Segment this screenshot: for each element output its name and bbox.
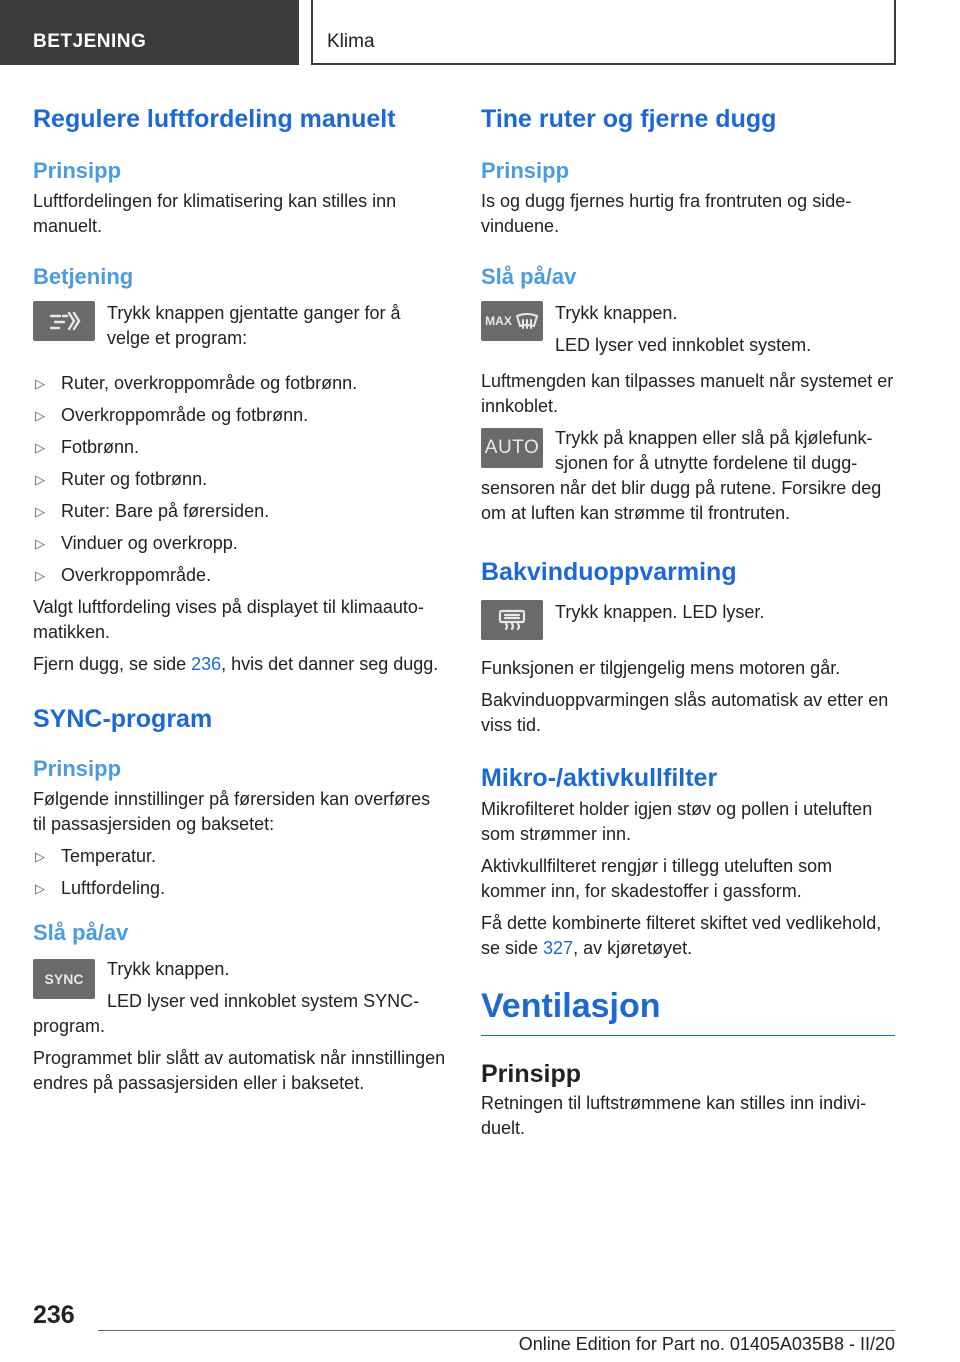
page-link-236[interactable]: 236 (191, 654, 222, 674)
left-column (33, 103, 447, 1096)
list-item: ▷ Fotbrønn. (33, 435, 447, 460)
right-column (481, 103, 895, 1141)
sync-led-text: LED lyser ved innkoblet system SYNC-program. (33, 991, 420, 1036)
paragraph-microfilter: Mikrofilteret holder igjen støv og pollen i uteluften som strømmer inn. (481, 799, 873, 844)
rear-press-text: Trykk knappen. LED lyser. (555, 602, 765, 622)
header-chapter-tab (311, 0, 896, 65)
header-section-tab (0, 0, 299, 65)
paragraph-filter-service (481, 911, 895, 961)
heading-sync-program: SYNC-program (33, 705, 213, 733)
ventilation-heading-block (481, 985, 895, 1036)
heading-filter: Mikro-/aktivkullfilter (481, 764, 718, 792)
paragraph-sync-auto-off: Programmet blir slått av automatisk når innstillingen endres på passasjersiden eller i baksetet. (33, 1048, 446, 1093)
paragraph-sync-principle: Følgende innstillinger på førersiden kan overføres til passasjersiden og baksetet: (33, 789, 431, 834)
page-link-327[interactable]: 327 (543, 938, 574, 958)
page-number: 236 (33, 1301, 75, 1329)
sync-button-icon: SYNC (33, 959, 95, 999)
operation-row (33, 301, 447, 351)
paragraph-defrost-principle: Is og dugg fjernes hurtig fra frontruten og sidevinduene. (481, 191, 852, 236)
list-item: ▷ Ruter: Bare på førersiden. (33, 499, 447, 524)
paragraph-display: Valgt luftfordeling vises på displayet til klimaautomatikken. (33, 597, 424, 642)
heading-rear-window-heating: Bakvinduoppvarming (481, 558, 737, 586)
paragraph-air-amount: Luftmengden kan tilpasses manuelt når systemet er innkoblet. (481, 371, 894, 416)
list-item: ▷ Overkroppområde og fotbrønn. (33, 403, 447, 428)
operation-instruction: Trykk knappen gjentatte ganger for å velge et program: (107, 303, 401, 348)
sync-items-list (33, 844, 447, 901)
heading-principle-ventilation: Prinsipp (481, 1060, 582, 1088)
max-press-text: Trykk knappen. (555, 303, 678, 323)
air-distribution-button-icon (33, 301, 95, 341)
filter-reference-text: Få dette kombinerte filteret skiftet ved vedlikehold, se side (481, 913, 882, 958)
heading-on-off: Slå på/av (33, 920, 129, 945)
sync-press-text: Trykk knappen. (107, 959, 230, 979)
list-item: ▷ Vinduer og overkropp. (33, 531, 447, 556)
heading-principle: Prinsipp (33, 158, 122, 183)
heading-operation: Betjening (33, 264, 134, 289)
list-item: ▷ Luftfordeling. (33, 876, 447, 901)
paragraph-principle: Luftfordelingen for klimatisering kan stilles inn manuelt. (33, 191, 397, 236)
max-defrost-button-icon (481, 301, 543, 341)
list-item: ▷ Overkroppområde. (33, 563, 447, 588)
sync-row (33, 957, 447, 1039)
heading-defrost: Tine ruter og fjerne dugg (481, 105, 777, 133)
auto-instruction-text: Trykk på knappen eller slå på kjølefunksjonen for å utnytte fordelene til duggsensoren når det blir dugg på rutene. Forsikre deg om at luften kan strømme til frontruten. (481, 428, 882, 523)
paragraph-rear-auto-off: Bakvinduoppvarmingen slås automatisk av etter en viss tid. (481, 690, 889, 735)
heading-principle: Prinsipp (33, 756, 122, 781)
paragraph-activated-carbon: Aktivkullfilteret rengjør i tillegg uteluften som kommer inn, for skadestoffer i gassform. (481, 856, 833, 901)
paragraph-rear-availability: Funksjonen er tilgjengelig mens motoren går. (481, 658, 841, 678)
paragraph-ventilation-principle: Retningen til luftstrømmene kan stilles inn individuelt. (481, 1093, 867, 1138)
header-chapter-label: Klima (327, 31, 375, 52)
heading-ventilation: Ventilasjon (481, 987, 661, 1025)
program-list (33, 371, 447, 588)
footer-edition: Online Edition for Part no. 01405A035B8 - II/20 (518, 1334, 895, 1354)
heading-manual-distribution: Regulere luftfordeling manuelt (33, 105, 396, 133)
max-led-text: LED lyser ved innkoblet system. (555, 335, 812, 355)
max-label: MAX (485, 314, 512, 328)
auto-button-icon: AUTO (481, 428, 543, 468)
auto-row (481, 426, 895, 526)
list-item: ▷ Ruter og fotbrønn. (33, 467, 447, 492)
max-row (481, 301, 895, 358)
list-item: ▷ Temperatur. (33, 844, 447, 869)
list-item: ▷ Ruter, overkroppområde og fotbrønn. (33, 371, 447, 396)
paragraph-fog-reference (33, 652, 447, 677)
filter-reference-text-end: , av kjøretøyet. (573, 938, 693, 958)
fog-reference-text-end: , hvis det danner seg dugg. (221, 654, 439, 674)
fog-reference-text: Fjern dugg, se side (33, 654, 192, 674)
header-section-label: BETJENING (33, 31, 147, 52)
footer-divider (98, 1330, 895, 1331)
rear-row (481, 600, 895, 644)
rear-window-heating-button-icon (481, 600, 543, 640)
heading-on-off: Slå på/av (481, 264, 577, 289)
heading-principle: Prinsipp (481, 158, 570, 183)
